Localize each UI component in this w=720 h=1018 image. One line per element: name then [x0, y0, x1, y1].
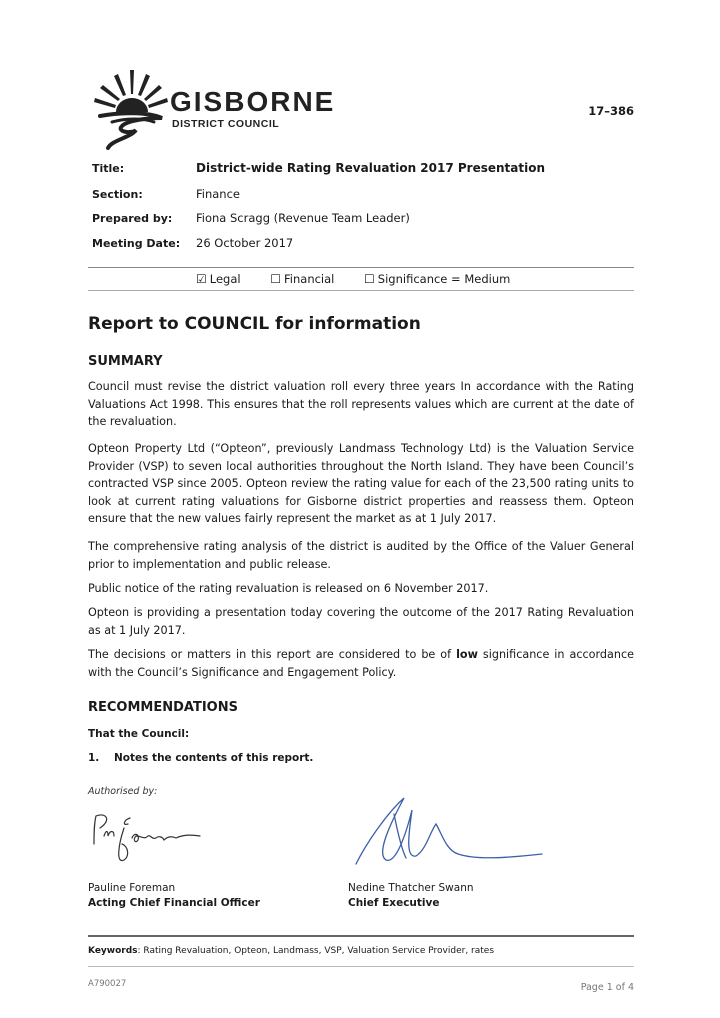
summary-paragraph-1: Council must revise the district valuation roll every three years In accordance with the Rating Valuations Act 1998. This ensures that the roll represents values which are current at the date of the revaluation.	[88, 380, 634, 428]
significance-level: low	[456, 648, 478, 661]
check-financial[interactable]	[270, 272, 334, 286]
signature-1-icon	[88, 806, 208, 872]
check-significance-label: Significance = Medium	[377, 272, 511, 286]
recommendations-lead: That the Council:	[88, 728, 190, 740]
logo-name: GISBORNE	[170, 86, 336, 117]
meeting-date-value: 26 October 2017	[196, 236, 294, 250]
signer-1-name: Pauline Foreman	[88, 882, 176, 894]
section-value: Finance	[196, 187, 240, 201]
checkbox-empty-icon: ☐	[270, 272, 282, 286]
summary-paragraph-4: Public notice of the rating revaluation is released on 6 November 2017.	[88, 582, 489, 595]
check-financial-label: Financial	[284, 272, 335, 286]
divider-checks	[88, 290, 634, 291]
checkbox-checked-icon: ☑	[196, 272, 207, 286]
check-legal-label: Legal	[209, 272, 241, 286]
recommendations-heading: RECOMMENDATIONS	[88, 700, 238, 715]
summary-paragraph-2: Opteon Property Ltd (“Opteon”, previously Landmass Technology Ltd) is the Valuation Service Provider (VSP) to seven local authorities throughout the North Island. They have been Council’s contracted VSP since 2005. Opteon review the rating value for each of the 23,500 rating units to look at current rating valuations for Gisborne district properties and reassess them. Opteon ensure that the new values fairly represent the market as at 1 July 2017.	[88, 442, 634, 525]
check-significance[interactable]	[364, 272, 510, 286]
title-label: Title:	[92, 162, 125, 175]
page-number: Page 1 of 4	[580, 982, 634, 993]
document-id: A790027	[88, 979, 127, 989]
signer-2-role: Chief Executive	[348, 897, 440, 909]
title-value: District-wide Rating Revaluation 2017 Presentation	[196, 161, 546, 175]
divider-top	[88, 267, 634, 268]
summary-paragraph-6: The decisions or matters in this report are considered to be of low significance in accordance with the Council’s Significance and Engagement Policy.	[88, 648, 634, 679]
report-heading: Report to COUNCIL for information	[88, 314, 421, 334]
authorised-by-label: Authorised by:	[88, 786, 158, 797]
signer-1-role: Acting Chief Financial Officer	[88, 897, 260, 909]
prepared-by-value: Fiona Scragg (Revenue Team Leader)	[196, 211, 410, 225]
keywords: Keywords: Rating Revaluation, Opteon, Landmass, VSP, Valuation Service Provider, rates	[88, 946, 495, 956]
summary-paragraph-5: Opteon is providing a presentation today covering the outcome of the 2017 Rating Revaluation as at 1 July 2017.	[88, 606, 634, 637]
section-label: Section:	[92, 188, 143, 201]
recommendation-item: 1. Notes the contents of this report.	[88, 752, 314, 764]
signature-2-icon	[346, 794, 556, 874]
logo-subtitle: DISTRICT COUNCIL	[172, 118, 280, 130]
document-number: 17–386	[588, 104, 634, 118]
divider-footer	[88, 966, 634, 967]
summary-heading: SUMMARY	[88, 354, 163, 369]
checklist	[196, 272, 536, 286]
council-logo-icon	[92, 68, 170, 154]
prepared-by-label: Prepared by:	[92, 212, 173, 225]
checkbox-empty-icon: ☐	[364, 272, 375, 286]
meeting-date-label: Meeting Date:	[92, 237, 181, 250]
divider-keywords	[88, 935, 634, 937]
signer-2-name: Nedine Thatcher Swann	[348, 882, 474, 894]
summary-paragraph-3: The comprehensive rating analysis of the district is audited by the Office of the Valuer General prior to implementation and public release.	[88, 540, 634, 571]
check-legal[interactable]	[196, 272, 241, 286]
